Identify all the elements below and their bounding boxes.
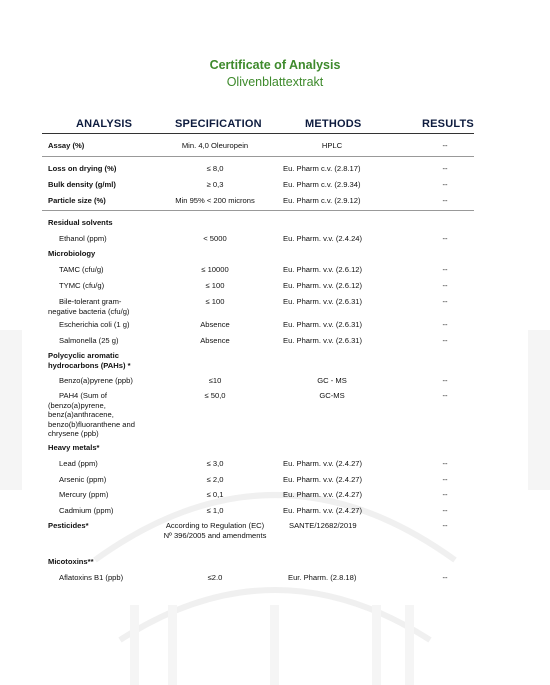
document-title: Certificate of Analysis — [209, 58, 341, 72]
section-title: Residual solvents — [48, 218, 113, 227]
method-value: Eu. Pharm. v.v. (2.4.27) — [283, 490, 363, 499]
result-value: -- — [442, 459, 448, 468]
analysis-name: TAMC (cfu/g) — [59, 265, 104, 274]
column-header-analysis: ANALYSIS — [76, 118, 133, 130]
section-title: Micotoxins** — [48, 557, 94, 566]
specification-value: ≤ 0,1 — [206, 490, 224, 499]
specification-value: ≤ 3,0 — [206, 459, 224, 468]
method-value: Eu. Pharm. v.v. (2.4.27) — [283, 475, 363, 484]
method-value: Eu. Pharm c.v. (2.9.12) — [283, 196, 361, 205]
analysis-name: PAH4 (Sum of (benzo(a)pyrene, benz(a)anthracene, benzo(b)fluoranthene and chrysene (ppb) — [48, 391, 135, 438]
result-value: -- — [442, 180, 448, 189]
method-value: Eu. Pharm. v.v. (2.4.27) — [283, 459, 363, 468]
result-value: -- — [442, 336, 448, 345]
method-value: Eu. Pharm c.v. (2.9.34) — [283, 180, 361, 189]
row-divider — [42, 156, 474, 157]
method-value: Eu. Pharm. v.v. (2.6.31) — [283, 336, 363, 345]
specification-value: ≤ 10000 — [201, 265, 229, 274]
specification-value: Absence — [200, 320, 230, 329]
specification-value: < 5000 — [203, 234, 227, 243]
analysis-name: Particle size (%) — [48, 196, 106, 205]
analysis-name: Salmonella (25 g) — [59, 336, 119, 345]
method-value: HPLC — [321, 141, 343, 150]
section-title: Heavy metals* — [48, 443, 100, 452]
result-value: -- — [442, 281, 448, 290]
specification-value: Absence — [200, 336, 230, 345]
analysis-name: Arsenic (ppm) — [59, 475, 107, 484]
method-value: Eur. Pharm. (2.8.18) — [288, 573, 357, 582]
analysis-name: Mercury (ppm) — [59, 490, 109, 499]
specification-value: ≤ 100 — [205, 297, 225, 306]
result-value: -- — [442, 475, 448, 484]
result-value: -- — [442, 320, 448, 329]
result-value: -- — [442, 265, 448, 274]
row-divider — [42, 210, 474, 211]
analysis-name: Bulk density (g/ml) — [48, 180, 116, 189]
specification-value: ≤ 1,0 — [206, 506, 224, 515]
result-value: -- — [442, 391, 448, 400]
column-header-specification: SPECIFICATION — [175, 118, 262, 130]
method-value: GC - MS — [317, 376, 347, 385]
method-value: Eu. Pharm. v.v. (2.4.27) — [283, 506, 363, 515]
result-value: -- — [442, 490, 448, 499]
result-value: -- — [442, 141, 448, 150]
specification-value: ≤ 100 — [205, 281, 225, 290]
analysis-name: Assay (%) — [48, 141, 85, 150]
analysis-name: Pesticides* — [48, 521, 89, 530]
method-value: SANTE/12682/2019 — [289, 521, 357, 530]
section-title: Polycyclic aromatic hydrocarbons (PAHs) * — [48, 351, 131, 370]
method-value: Eu. Pharm. v.v. (2.6.12) — [283, 281, 363, 290]
column-header-results: RESULTS — [422, 118, 474, 130]
result-value: -- — [442, 196, 448, 205]
analysis-name: Cadmium (ppm) — [59, 506, 114, 515]
specification-value: ≤2.0 — [207, 573, 223, 582]
specification-value: ≥ 0,3 — [206, 180, 224, 189]
method-value: Eu. Pharm. v.v. (2.6.12) — [283, 265, 363, 274]
specification-value: ≤10 — [208, 376, 222, 385]
specification-value: ≤ 2,0 — [206, 475, 224, 484]
specification-value: ≤ 50,0 — [204, 391, 226, 400]
analysis-name: Lead (ppm) — [59, 459, 98, 468]
result-value: -- — [442, 573, 448, 582]
specification-value: ≤ 8,0 — [206, 164, 224, 173]
result-value: -- — [442, 164, 448, 173]
result-value: -- — [442, 506, 448, 515]
section-title: Microbiology — [48, 249, 96, 258]
analysis-name: TYMC (cfu/g) — [59, 281, 105, 290]
result-value: -- — [442, 297, 448, 306]
method-value: GC-MS — [319, 391, 345, 400]
result-value: -- — [442, 376, 448, 385]
header-rule — [42, 133, 474, 134]
analysis-name: Benzo(a)pyrene (ppb) — [59, 376, 133, 385]
method-value: Eu. Pharm c.v. (2.8.17) — [283, 164, 361, 173]
result-value: -- — [442, 521, 448, 530]
method-value: Eu. Pharm. v.v. (2.6.31) — [283, 297, 363, 306]
analysis-name: Loss on drying (%) — [48, 164, 117, 173]
document-header — [0, 57, 550, 91]
analysis-name: Ethanol (ppm) — [59, 234, 107, 243]
column-header-methods: METHODS — [305, 118, 362, 130]
result-value: -- — [442, 234, 448, 243]
specification-value: According to Regulation (EC) Nº 396/2005 and amendments — [163, 521, 267, 540]
analysis-name: Bile-tolerant gram-negative bacteria (cfu/g) — [48, 297, 130, 316]
specification-value: Min. 4,0 Oleuropein — [181, 141, 249, 150]
method-value: Eu. Pharm. v.v. (2.4.24) — [283, 234, 363, 243]
analysis-name: Escherichia coli (1 g) — [59, 320, 130, 329]
specification-value: Min 95% < 200 microns — [175, 196, 255, 205]
method-value: Eu. Pharm. v.v. (2.6.31) — [283, 320, 363, 329]
document-subtitle: Olivenblattextrakt — [226, 75, 324, 89]
analysis-name: Aflatoxins B1 (ppb) — [59, 573, 124, 582]
